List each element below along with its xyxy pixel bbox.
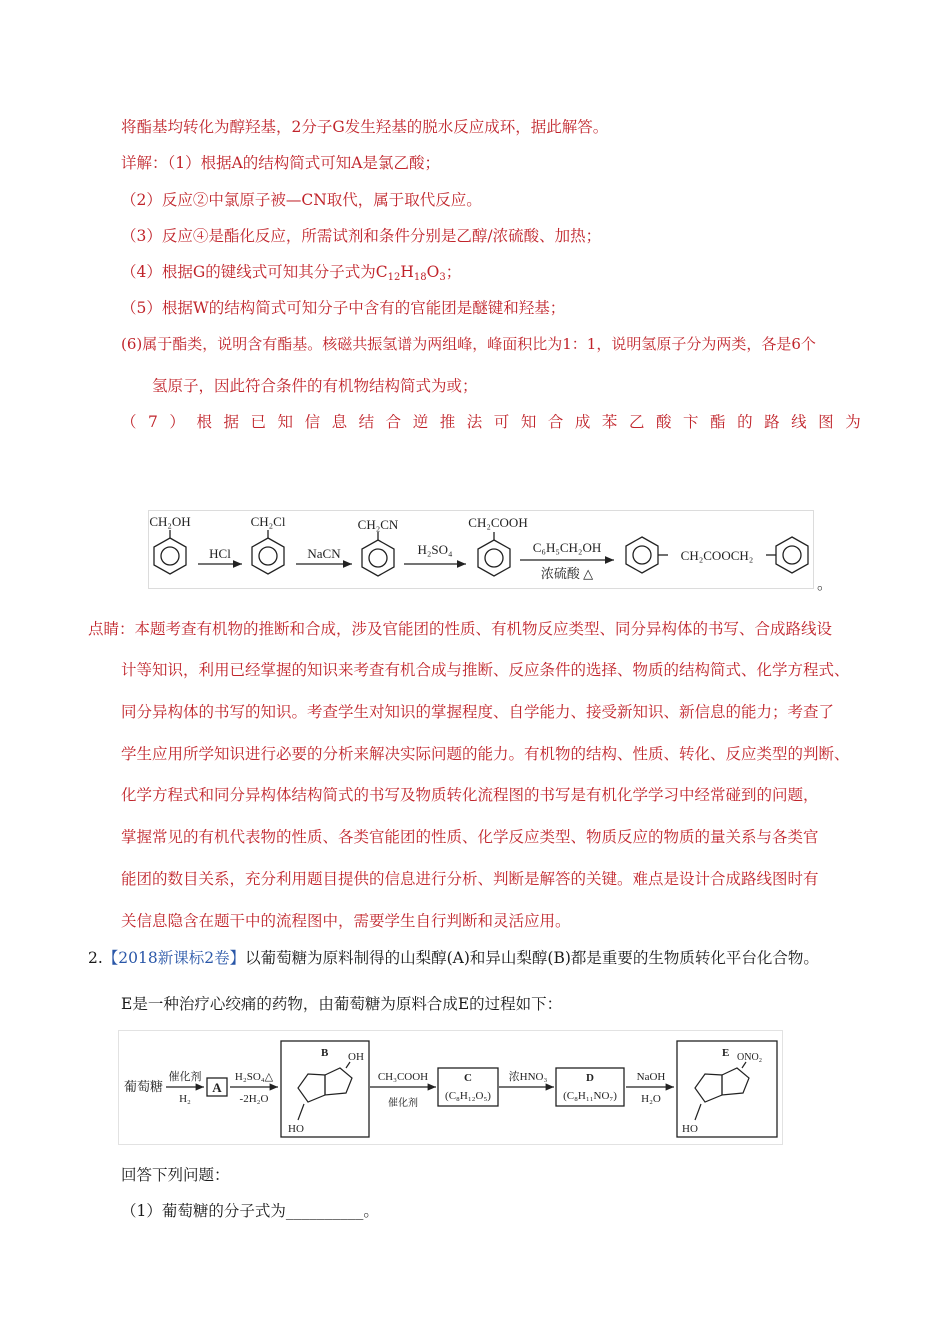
solution-line-7: (6)属于酯类，说明含有酯基。核磁共振氢谱为两组峰，峰面积比为1：1，说明氢原子分为两类，各是6个: [121, 335, 816, 353]
question-2-line-4: （1）葡萄糖的分子式为__________。: [121, 1202, 379, 1220]
reagent-1: HCl: [209, 546, 231, 561]
substituent-1: CH₂OH: [149, 514, 191, 529]
comment-line-7: 能团的数目关系，充分利用题目提供的信息进行分析、判断是解答的关键。难点是设计合成路线图时有: [121, 870, 819, 888]
spread-char: 息: [331, 413, 348, 431]
formula-sub-o: 3: [439, 272, 446, 283]
spread-char: 7: [148, 413, 158, 431]
solution-line-3: （2）反应②中氯原子被—CN取代，属于取代反应。: [121, 191, 482, 209]
comment-line-6: 掌握常见的有机代表物的性质、各类官能团的性质、化学反应类型、物质反应的物质的量关系与各类官: [121, 828, 819, 846]
spread-char: 苯: [601, 413, 618, 431]
spread-char: 知: [520, 413, 537, 431]
spread-char: 根: [196, 413, 212, 431]
flow-cond-3-top: CH₃COOH: [377, 1071, 429, 1083]
benzene-ring-6: [766, 537, 808, 573]
spread-char: 已: [250, 413, 267, 431]
spread-char: 信: [304, 413, 321, 431]
flow-cond-2-bottom: -2H₂O: [239, 1093, 269, 1105]
reagent-4-top: C₆H₅CH₂OH: [532, 540, 602, 555]
comment-line-5: 化学方程式和同分异构体结构简式的书写及物质转化流程图的书写是有机化学学习中经常碰到的问题，: [121, 786, 819, 804]
flow-cond-1-top: 催化剂: [168, 1071, 202, 1083]
formula-sub-h: 18: [413, 272, 427, 283]
spread-char: 合: [385, 413, 402, 431]
flow-cond-1-bottom: H₂: [179, 1093, 191, 1105]
spread-char: 酯: [710, 413, 726, 431]
spread-char: ）: [169, 413, 185, 431]
benzene-ring-5: [626, 537, 668, 573]
solution-line-5: [121, 262, 461, 282]
comment-line-3: 同分异构体的书写的知识。考查学生对知识的掌握程度、自学能力、接受新知识、新信息的能力；考查了: [121, 703, 835, 721]
compound-b-label: B: [321, 1047, 329, 1059]
solution-line-9: [121, 412, 861, 432]
compound-d-formula: (C₈H₁₁NO₇): [563, 1090, 617, 1102]
spread-char: 卞: [683, 413, 699, 431]
question-2-line-3: 回答下列问题：: [121, 1166, 230, 1184]
glucose-flow-figure: [118, 1030, 784, 1146]
route-period: 。: [817, 575, 833, 593]
question-source: 【2018新课标2卷】: [102, 949, 246, 967]
question-2-line-2: E是一种治疗心绞痛的药物，由葡萄糖为原料合成E的过程如下：: [121, 995, 563, 1013]
comment-line-8: 关信息隐含在题干中的流程图中，需要学生自行判断和灵活应用。: [121, 912, 571, 930]
substituent-2: CH₂Cl: [250, 514, 286, 529]
spread-char: 乙: [628, 413, 645, 431]
spread-char: 据: [223, 413, 239, 431]
compound-c-formula: (C₈H₁₂O₅): [445, 1090, 491, 1102]
solution-line-4: （3）反应④是酯化反应，所需试剂和条件分别是乙醇/浓硫酸、加热；: [121, 227, 602, 245]
benzene-ring-3: [362, 532, 394, 576]
spread-char: 合: [547, 413, 564, 431]
glucose-flow-svg: [118, 1030, 784, 1146]
spread-char: 推: [439, 413, 456, 431]
solution-line-6: （5）根据W的结构简式可知分子中含有的官能团是醚键和羟基；: [121, 299, 566, 317]
glucose-label: 葡萄糖: [124, 1079, 164, 1094]
compound-c-label: C: [464, 1072, 472, 1084]
compound-a-label: A: [212, 1080, 222, 1095]
spread-char: 法: [466, 413, 483, 431]
spread-char: 逆: [412, 413, 429, 431]
question-stem: 以葡萄糖为原料制得的山梨醇(A)和异山梨醇(B)都是重要的生物质转化平台化合物。: [245, 949, 819, 967]
solution-line-1: 将酯基均转化为醇羟基，2分子G发生羟基的脱水反应成环，据此解答。: [121, 118, 609, 136]
spread-char: 知: [277, 413, 294, 431]
substituent-3: CH₂CN: [357, 517, 399, 532]
compound-e-label: E: [722, 1047, 730, 1059]
question-number: 2.: [88, 949, 103, 967]
compound-d-label: D: [586, 1072, 594, 1084]
formula-sub-c: 12: [387, 272, 401, 283]
reagent-4-bottom: 浓硫酸 △: [540, 566, 594, 581]
flow-cond-3-bottom: 催化剂: [388, 1098, 418, 1109]
comment-line-4: 学生应用所学知识进行必要的分析来解决实际问题的能力。有机物的结构、性质、转化、反应类型的判断、: [121, 745, 850, 763]
synthesis-route-figure: [148, 510, 818, 590]
spread-char: 酸: [655, 413, 672, 431]
spread-char: 为: [845, 413, 861, 431]
synthesis-route-svg: [148, 510, 818, 590]
substituent-4: CH₂COOH: [468, 515, 528, 530]
spread-char: 成: [574, 413, 591, 431]
spread-char: 结: [358, 413, 375, 431]
spread-char: 线: [791, 413, 807, 431]
flow-cond-4-top: 浓HNO₃: [508, 1071, 548, 1083]
question-2-line-1: [88, 948, 819, 968]
formula-post: ；: [445, 263, 462, 281]
isosorbide-b-structure: [298, 1062, 352, 1120]
compound-e-ono2: ONO₂: [737, 1052, 763, 1063]
formula-pre: （4）根据G的键线式可知其分子式为C: [121, 263, 388, 281]
compound-b-ho: HO: [288, 1123, 304, 1135]
formula-h: H: [400, 263, 414, 281]
benzene-ring-2: [252, 530, 284, 574]
solution-line-2: 详解：（1）根据A的结构简式可知A是氯乙酸；: [121, 154, 441, 172]
flow-cond-5-top: NaOH: [636, 1071, 666, 1083]
flow-cond-2-top: H₂SO₄△: [234, 1071, 274, 1083]
spread-char: 的: [737, 413, 753, 431]
spread-char: （: [121, 413, 137, 431]
compound-b-oh: OH: [348, 1051, 364, 1063]
comment-line-2: 计等知识，利用已经掌握的知识来考查有机合成与推断、反应条件的选择、物质的结构简式、化学方程式、: [121, 661, 850, 679]
spread-char: 图: [818, 413, 834, 431]
reagent-2: NaCN: [307, 546, 341, 561]
flow-cond-5-bottom: H₂O: [641, 1093, 661, 1105]
formula-o: O: [426, 263, 440, 281]
benzene-ring-1: [154, 530, 186, 574]
spread-char: 可: [493, 413, 510, 431]
spread-char: 路: [764, 413, 780, 431]
solution-line-8: 氢原子，因此符合条件的有机物结构简式为或；: [152, 377, 478, 395]
benzene-ring-4: [478, 532, 510, 576]
product-linker: CH₂COOCH₂: [680, 548, 754, 563]
isosorbide-e-structure: [695, 1062, 749, 1120]
compound-e-ho: HO: [682, 1123, 698, 1135]
comment-line-1: 点睛：本题考查有机物的推断和合成，涉及官能团的性质、有机物反应类型、同分异构体的书写、合成路线设: [88, 620, 833, 638]
reagent-3: H₂SO₄: [417, 542, 453, 557]
